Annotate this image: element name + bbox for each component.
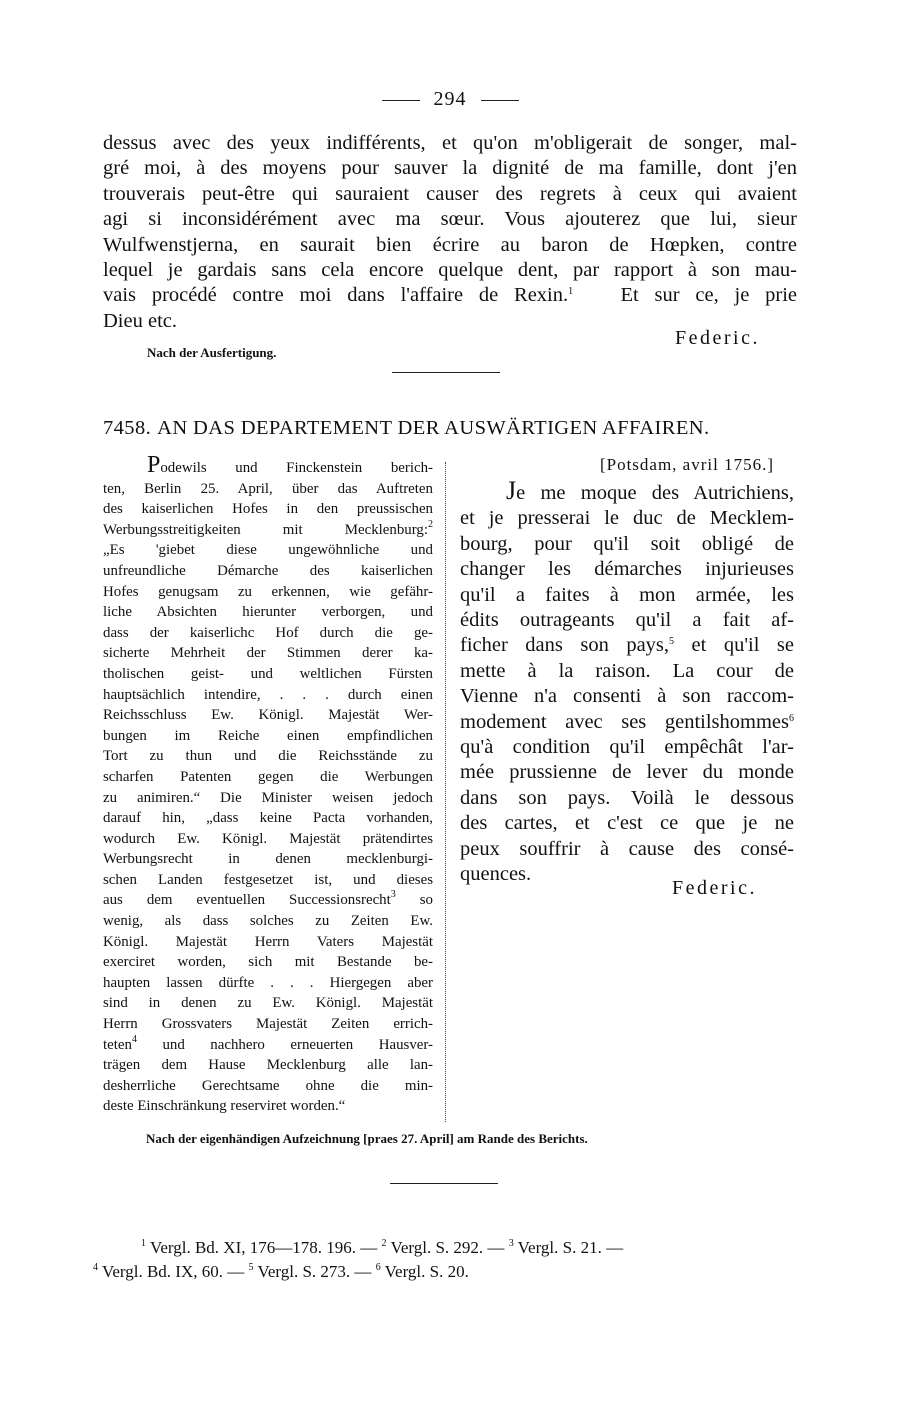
dateline: [Potsdam, avril 1756.] xyxy=(599,455,774,474)
text-line: lequel je gardais sans cela encore quelque dent, par rapport à son mau- xyxy=(103,259,797,282)
footnote-marker: 1 xyxy=(141,1238,146,1249)
text-segment: e me moque des Autrichiens, xyxy=(516,482,794,504)
text-line: mée prussienne de lever du monde xyxy=(460,761,794,784)
footnote-marker: 5 xyxy=(248,1262,254,1273)
text-line: Herrn Grossvaters Majestät Zeiten errich- xyxy=(103,1016,433,1033)
text-segment: et qu'il se xyxy=(691,634,794,657)
signature: Federic. xyxy=(675,327,760,349)
text-line xyxy=(103,520,433,541)
footnote-line xyxy=(93,1260,793,1284)
footnote-ref: 3 xyxy=(390,889,396,901)
text-line: Werbungsrecht in denen mecklenburgi- xyxy=(103,851,433,868)
footnote-marker: 2 xyxy=(381,1238,387,1249)
signature: Federic. xyxy=(672,877,757,899)
page-number: 294 xyxy=(433,88,467,110)
source-note: Nach der eigenhändigen Aufzeichnung [praes 27. April] am Rande des Berichts. xyxy=(146,1131,588,1146)
text-line: Vienne n'a consenti à son raccom- xyxy=(460,685,794,708)
text-line: agi si inconsidérément avec ma sœur. Vous ajouterez que lui, sieur xyxy=(103,208,797,231)
footnote-text: Vergl. S. 273. — xyxy=(257,1262,372,1281)
drop-cap: J xyxy=(506,476,517,505)
text-segment: teten xyxy=(103,1036,132,1053)
text-line: trägen dem Hause Mecklenburg alle lan- xyxy=(103,1057,433,1074)
text-line: scharfen Patenten gegen die Werbungen xyxy=(103,768,433,785)
text-line: trouverais peut-être qui sauraient causer des regrets à ceux qui avaient xyxy=(103,182,797,205)
text-line: sind in denen zu Ew. Königl. Majestät xyxy=(103,995,433,1012)
text-line: haupten lassen dürfte . . . Hiergegen aber xyxy=(103,974,433,991)
text-line xyxy=(103,1035,433,1056)
text-line: hauptsächlich intendire, . . . durch einen xyxy=(103,686,433,703)
text-segment: vais procédé contre moi dans l'affaire de Rexin. xyxy=(103,284,569,307)
footnote-ref: 1 xyxy=(568,286,574,298)
drop-cap: P xyxy=(147,452,161,478)
text-line: peux souffrir à cause des consé- xyxy=(460,837,794,860)
text-line: desherrliche Gerechtsame ohne die min- xyxy=(103,1077,433,1094)
header-dash-right xyxy=(481,100,519,101)
text-line xyxy=(103,890,433,911)
footnote-line xyxy=(93,1236,793,1260)
text-line xyxy=(460,633,794,658)
column-divider xyxy=(445,462,446,1122)
text-line: quences. xyxy=(460,863,532,886)
footnote-text: Vergl. Bd. XI, 176—178. 196. — xyxy=(149,1238,378,1257)
text-line: gré moi, à des moyens pour sauver la dignité de ma famille, dont j'en xyxy=(103,157,797,180)
text-segment: Et sur ce, je prie xyxy=(620,284,797,307)
text-line: „Es 'giebet diese ungewöhnliche und xyxy=(103,542,433,559)
king-response xyxy=(460,452,794,888)
text-line: Königl. Majestät Herrn Vaters Majestät xyxy=(103,933,433,950)
text-line: wodurch Ew. Königl. Majestät prätendirtes xyxy=(103,830,433,847)
page-header xyxy=(0,88,900,111)
text-segment: aus dem eventuellen Successionsrecht xyxy=(103,892,391,909)
text-line xyxy=(103,452,433,479)
footnote-marker: 6 xyxy=(375,1262,381,1273)
text-segment: modement avec ses gentilshommes xyxy=(460,710,789,733)
text-line: exerciret worden, sich mit Bestande be- xyxy=(103,954,433,971)
letter-continuation xyxy=(103,131,797,334)
footnote-marker: 4 xyxy=(93,1262,98,1273)
header-dash-left xyxy=(382,100,420,101)
entry-heading xyxy=(103,417,803,440)
text-line: édits outrageants qu'il a fait af- xyxy=(460,609,794,632)
text-line: Reichsschluss Ew. Königl. Majestät Wer- xyxy=(103,707,433,724)
text-line: dass der kaiserlichc Hof durch die ge- xyxy=(103,624,433,641)
text-line: tholischen geist- und weltlichen Fürsten xyxy=(103,665,433,682)
text-line: liche Absichten hierunter verborgen, und xyxy=(103,604,433,621)
text-line: darauf hin, „dass keine Pacta vorhanden, xyxy=(103,810,433,827)
section-rule xyxy=(392,372,500,373)
source-note: Nach der Ausfertigung. xyxy=(147,345,277,360)
footnote-text: Vergl. S. 20. xyxy=(384,1262,469,1281)
text-line: dessus avec des yeux indifférents, et qu'on m'obligerait de songer, mal- xyxy=(103,132,797,154)
footnote-rule xyxy=(390,1183,498,1184)
entry-title: AN DAS DEPARTEMENT DER AUSWÄRTIGEN AFFAIREN. xyxy=(157,417,710,439)
text-segment: odewils und Finckenstein berich- xyxy=(160,460,433,476)
text-line xyxy=(103,283,797,308)
text-segment: ficher dans son pays, xyxy=(460,634,670,657)
footnote-ref: 2 xyxy=(428,518,433,530)
footnote-text: Vergl. S. 21. — xyxy=(517,1238,624,1257)
text-line: changer les démarches injurieuses xyxy=(460,558,794,581)
footnote-text: Vergl. S. 292. — xyxy=(390,1238,505,1257)
footnote-text: Vergl. Bd. IX, 60. — xyxy=(101,1262,245,1281)
footnote-marker: 3 xyxy=(508,1238,514,1249)
text-line: qu'il a faites à mon armée, les xyxy=(460,583,794,606)
footnote-ref: 4 xyxy=(131,1033,137,1045)
text-segment: und nachhero erneuerten Hausver- xyxy=(162,1036,433,1053)
text-line: zu animiren.“ Die Minister weisen jedoch xyxy=(103,789,433,806)
text-line: bourg, pour qu'il soit obligé de xyxy=(460,532,794,555)
text-line: bungen im Reiche einen empfindlichen xyxy=(103,727,433,744)
report-summary xyxy=(103,452,433,1117)
text-line: deste Einschränkung reserviret worden.“ xyxy=(103,1098,346,1115)
entry-number: 7458. xyxy=(103,417,152,439)
text-line: wenig, als dass solches zu Zeiten Ew. xyxy=(103,913,433,930)
text-line: ten, Berlin 25. April, über das Auftreten xyxy=(103,480,433,497)
text-line: des kaiserlichen Hofes in den preussischen xyxy=(103,501,433,518)
footnotes xyxy=(93,1236,793,1284)
text-line: sicherte Mehrheit der Stimmen derer ka- xyxy=(103,645,433,662)
text-line: Tort zu thun und die Reichsstände zu xyxy=(103,748,433,765)
text-line xyxy=(460,478,794,506)
text-segment: so xyxy=(419,892,433,909)
text-line xyxy=(460,710,794,735)
text-line: et je presserai le duc de Mecklem- xyxy=(460,507,794,530)
text-segment: Werbungsstreitigkeiten mit Mecklenburg: xyxy=(103,521,428,538)
text-line: dans son pays. Voilà le dessous xyxy=(460,786,794,809)
text-line: schen Landen festgesetzet ist, und dieses xyxy=(103,871,433,888)
footnote-ref: 5 xyxy=(669,636,675,648)
text-line: des cartes, et c'est ce que je ne xyxy=(460,812,794,835)
text-line: Hofes genugsam zu erkennen, wie gefähr- xyxy=(103,583,433,600)
text-line: Dieu etc. xyxy=(103,309,177,332)
text-line: Wulfwenstjerna, en saurait bien écrire au baron de Hœpken, contre xyxy=(103,233,797,256)
text-line: qu'à condition qu'il empêchât l'ar- xyxy=(460,736,794,759)
footnote-ref: 6 xyxy=(789,712,794,724)
text-line: mette à la raison. La cour de xyxy=(460,659,794,682)
text-line: unfreundliche Démarche des kaiserlichen xyxy=(103,562,433,579)
